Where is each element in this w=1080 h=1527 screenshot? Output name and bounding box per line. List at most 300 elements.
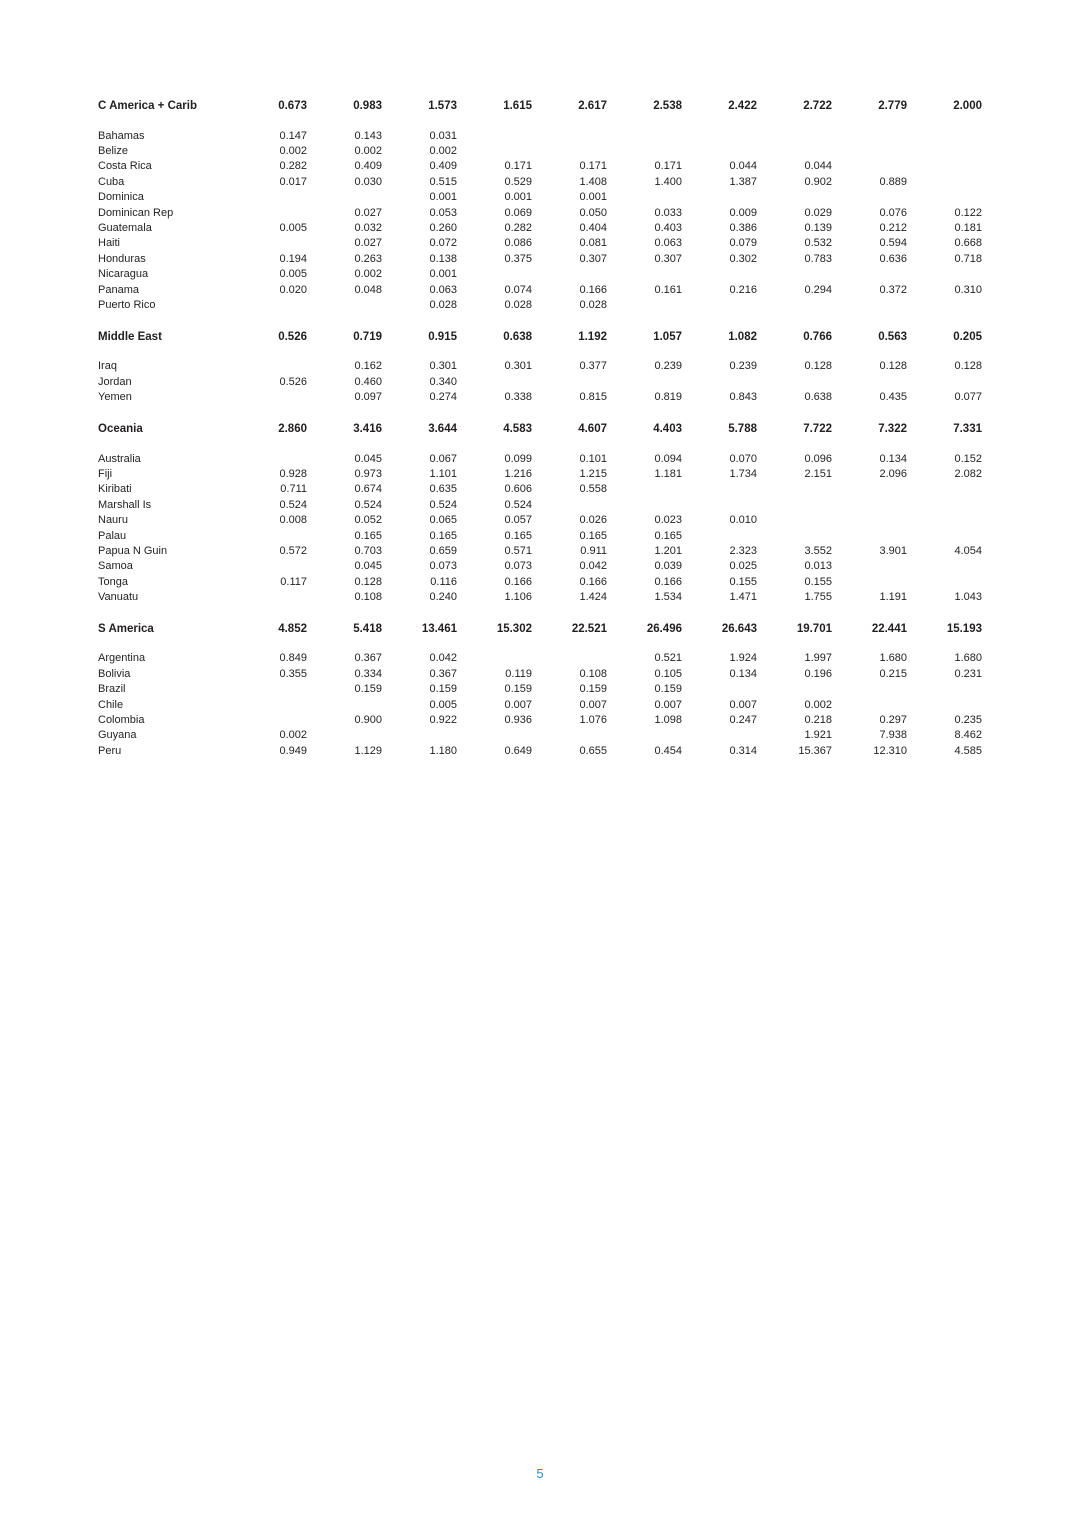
country-row-value: 0.435 xyxy=(879,391,907,404)
country-row-value: 8.462 xyxy=(954,729,982,742)
country-row-name: Marshall Is xyxy=(98,498,152,511)
country-row-value: 0.005 xyxy=(279,268,307,281)
country-row-value: 0.526 xyxy=(279,375,307,388)
region-total-row-value: 4.852 xyxy=(278,622,307,635)
country-row-value: 0.067 xyxy=(429,452,457,465)
country-row-value: 0.532 xyxy=(804,237,832,250)
country-row-value: 0.031 xyxy=(429,129,457,142)
country-row-value: 0.122 xyxy=(954,206,982,219)
country-row-value: 0.045 xyxy=(354,560,382,573)
region-total-row-value: 2.538 xyxy=(653,100,682,112)
country-row xyxy=(98,589,982,604)
country-row-value: 0.052 xyxy=(354,514,382,527)
country-row-value: 0.002 xyxy=(354,268,382,281)
country-row-value: 0.029 xyxy=(804,206,832,219)
country-row-value: 0.218 xyxy=(804,714,832,727)
country-row-value: 0.079 xyxy=(729,237,757,250)
country-row-value: 0.072 xyxy=(429,237,457,250)
country-row-value: 0.375 xyxy=(504,252,532,265)
country-row-value: 0.166 xyxy=(579,283,607,296)
country-row-value: 0.282 xyxy=(279,160,307,173)
country-row-value: 0.143 xyxy=(354,129,382,142)
region-total-row xyxy=(98,620,982,638)
country-row-value: 0.338 xyxy=(504,391,532,404)
country-row-name: Palau xyxy=(98,529,127,542)
country-row-value: 1.129 xyxy=(354,744,382,757)
country-row xyxy=(98,528,982,543)
country-row-value: 0.007 xyxy=(654,698,682,711)
country-row-value: 0.033 xyxy=(654,206,682,219)
country-row-value: 0.108 xyxy=(579,667,607,680)
country-row xyxy=(98,451,982,466)
country-row-value: 0.159 xyxy=(579,683,607,696)
country-row-value: 0.815 xyxy=(579,391,607,404)
country-row-value: 0.105 xyxy=(654,667,682,680)
country-row-value: 3.901 xyxy=(879,544,907,557)
country-row-name: Honduras xyxy=(98,252,146,265)
country-row-value: 0.594 xyxy=(879,237,907,250)
country-row-value: 0.165 xyxy=(504,529,532,542)
region-total-row-value: 2.779 xyxy=(878,100,907,112)
country-row-name: Dominica xyxy=(98,191,144,204)
region-section xyxy=(98,420,982,605)
country-row-value: 0.196 xyxy=(804,667,832,680)
country-row-value: 0.314 xyxy=(729,744,757,757)
country-row-value: 0.231 xyxy=(954,667,982,680)
country-row-value: 0.128 xyxy=(879,360,907,373)
country-row-name: Costa Rica xyxy=(98,160,152,173)
country-row-value: 1.201 xyxy=(654,544,682,557)
region-total-row-value: 5.788 xyxy=(728,422,757,435)
country-row-value: 0.032 xyxy=(354,222,382,235)
country-row-value: 2.096 xyxy=(879,467,907,480)
country-row-value: 0.263 xyxy=(354,252,382,265)
country-row-value: 0.044 xyxy=(804,160,832,173)
country-row-value: 1.755 xyxy=(804,591,832,604)
country-row-value: 0.007 xyxy=(729,698,757,711)
region-total-row-value: 7.322 xyxy=(878,422,907,435)
country-row-value: 0.028 xyxy=(504,298,532,311)
country-row-value: 0.138 xyxy=(429,252,457,265)
country-row-value: 0.044 xyxy=(729,160,757,173)
country-row-value: 0.849 xyxy=(279,652,307,665)
region-total-row-value: 15.193 xyxy=(946,622,982,635)
country-row-value: 0.409 xyxy=(354,160,382,173)
region-total-row-value: 0.719 xyxy=(353,330,382,343)
country-row-value: 0.017 xyxy=(279,175,307,188)
region-total-row-value: 0.673 xyxy=(278,100,307,112)
country-row-value: 1.098 xyxy=(654,714,682,727)
country-row xyxy=(98,174,982,189)
country-row-value: 1.101 xyxy=(429,467,457,480)
country-row-value: 0.159 xyxy=(654,683,682,696)
country-row xyxy=(98,651,982,666)
country-row-value: 0.524 xyxy=(504,498,532,511)
country-row-value: 0.002 xyxy=(429,145,457,158)
country-row-value: 1.424 xyxy=(579,591,607,604)
region-total-row xyxy=(98,328,982,346)
country-row-value: 0.119 xyxy=(505,667,532,680)
country-row-value: 0.928 xyxy=(279,467,307,480)
country-row-value: 0.340 xyxy=(429,375,457,388)
region-total-row-value: 13.461 xyxy=(421,622,457,635)
country-row-value: 0.013 xyxy=(804,560,832,573)
country-row-value: 0.171 xyxy=(579,160,607,173)
region-total-row-value: 0.205 xyxy=(953,330,982,343)
country-row-value: 0.007 xyxy=(504,698,532,711)
country-row xyxy=(98,574,982,589)
country-row-value: 0.355 xyxy=(279,667,307,680)
country-row-value: 0.001 xyxy=(579,191,607,204)
country-row-value: 0.454 xyxy=(654,744,682,757)
country-row-value: 0.020 xyxy=(279,283,307,296)
country-row-value: 0.166 xyxy=(504,575,532,588)
country-row-value: 0.171 xyxy=(504,160,532,173)
country-row-value: 0.057 xyxy=(504,514,532,527)
country-row-value: 0.911 xyxy=(580,544,607,557)
country-row-name: Australia xyxy=(98,452,141,465)
country-row xyxy=(98,359,982,374)
country-row-value: 0.081 xyxy=(579,237,607,250)
country-row-value: 0.194 xyxy=(279,252,307,265)
page-number: 5 xyxy=(536,1466,544,1481)
country-row-value: 0.900 xyxy=(354,714,382,727)
country-row-value: 0.073 xyxy=(429,560,457,573)
country-row-value: 1.680 xyxy=(954,652,982,665)
region-total-row-value: 0.563 xyxy=(878,330,907,343)
country-row-value: 12.310 xyxy=(873,744,907,757)
country-row-value: 0.096 xyxy=(804,452,832,465)
country-row-value: 0.073 xyxy=(504,560,532,573)
country-row-value: 0.076 xyxy=(879,206,907,219)
country-row-value: 4.054 xyxy=(954,544,982,557)
country-row xyxy=(98,728,982,743)
country-row-value: 0.116 xyxy=(430,575,457,588)
country-row-value: 1.534 xyxy=(654,591,682,604)
country-row-value: 1.400 xyxy=(654,175,682,188)
region-section xyxy=(98,97,982,313)
country-row-value: 0.572 xyxy=(279,544,307,557)
country-row xyxy=(98,497,982,512)
country-row-value: 0.139 xyxy=(804,222,832,235)
country-row-value: 0.159 xyxy=(354,683,382,696)
country-row-value: 0.166 xyxy=(654,575,682,588)
country-row-value: 0.282 xyxy=(504,222,532,235)
country-row-value: 0.069 xyxy=(504,206,532,219)
country-row-value: 0.922 xyxy=(429,714,457,727)
country-row-value: 0.297 xyxy=(879,714,907,727)
country-row-value: 0.372 xyxy=(879,283,907,296)
country-row-name: Haiti xyxy=(98,237,121,250)
country-row-value: 0.638 xyxy=(804,391,832,404)
country-row xyxy=(98,543,982,558)
country-row-value: 0.260 xyxy=(429,222,457,235)
country-row-name: Fiji xyxy=(98,467,113,480)
country-row-value: 0.307 xyxy=(579,252,607,265)
country-row-value: 0.235 xyxy=(954,714,982,727)
country-row-value: 0.063 xyxy=(654,237,682,250)
country-row-value: 0.002 xyxy=(279,729,307,742)
country-row-value: 0.155 xyxy=(729,575,757,588)
country-row-value: 0.274 xyxy=(429,391,457,404)
country-row-name: Jordan xyxy=(98,375,132,388)
country-row-value: 0.649 xyxy=(504,744,532,757)
country-row-value: 0.008 xyxy=(279,514,307,527)
country-row-value: 1.216 xyxy=(504,467,532,480)
country-row-value: 1.680 xyxy=(879,652,907,665)
country-row-value: 1.924 xyxy=(729,652,757,665)
country-row-name: Puerto Rico xyxy=(98,298,156,311)
country-row-value: 0.162 xyxy=(354,360,382,373)
country-row-value: 0.711 xyxy=(280,483,307,496)
country-row-value: 0.571 xyxy=(504,544,532,557)
country-row-value: 0.045 xyxy=(354,452,382,465)
country-row-value: 0.674 xyxy=(354,483,382,496)
country-row-value: 0.099 xyxy=(504,452,532,465)
country-row-value: 3.552 xyxy=(804,544,832,557)
country-row-value: 0.703 xyxy=(354,544,382,557)
country-row-value: 0.165 xyxy=(654,529,682,542)
region-total-row-value: 2.000 xyxy=(953,100,982,112)
region-total-row-name: Middle East xyxy=(98,330,162,343)
region-total-row-value: 2.860 xyxy=(278,422,307,435)
country-row-name: Iraq xyxy=(98,360,117,373)
country-row-value: 0.166 xyxy=(579,575,607,588)
country-row-value: 1.106 xyxy=(504,591,532,604)
country-row-value: 0.367 xyxy=(354,652,382,665)
country-row-name: Nicaragua xyxy=(98,268,149,281)
country-row-name: Bahamas xyxy=(98,129,145,142)
country-row-name: Peru xyxy=(98,744,122,757)
country-row-value: 0.404 xyxy=(579,222,607,235)
country-row-value: 1.921 xyxy=(804,729,832,742)
country-row-value: 0.181 xyxy=(954,222,982,235)
country-row-value: 0.065 xyxy=(429,514,457,527)
country-row-name: Cuba xyxy=(98,175,125,188)
country-row xyxy=(98,159,982,174)
country-row-value: 0.240 xyxy=(429,591,457,604)
region-total-row-value: 26.496 xyxy=(646,622,682,635)
country-row xyxy=(98,374,982,389)
country-row-value: 0.902 xyxy=(804,175,832,188)
country-row-name: Tonga xyxy=(98,575,128,588)
country-row-value: 0.161 xyxy=(654,283,682,296)
country-row-value: 0.655 xyxy=(579,744,607,757)
region-total-row-value: 0.766 xyxy=(803,330,832,343)
region-total-row-value: 0.638 xyxy=(503,330,532,343)
country-row-value: 0.165 xyxy=(354,529,382,542)
country-row-value: 0.529 xyxy=(504,175,532,188)
region-total-row-name: S America xyxy=(98,622,154,635)
region-total-row-value: 1.615 xyxy=(503,100,532,112)
country-row-value: 0.783 xyxy=(804,252,832,265)
region-section xyxy=(98,328,982,405)
region-total-row xyxy=(98,97,982,115)
country-row-value: 0.025 xyxy=(729,560,757,573)
country-row-value: 0.409 xyxy=(429,160,457,173)
country-row-value: 0.524 xyxy=(279,498,307,511)
region-total-row-value: 3.644 xyxy=(428,422,457,435)
country-row xyxy=(98,220,982,235)
country-row-value: 0.086 xyxy=(504,237,532,250)
country-row-value: 0.070 xyxy=(729,452,757,465)
country-row-value: 0.386 xyxy=(729,222,757,235)
country-row-value: 0.128 xyxy=(804,360,832,373)
country-row xyxy=(98,559,982,574)
country-row xyxy=(98,697,982,712)
country-row xyxy=(98,267,982,282)
region-total-row-value: 3.416 xyxy=(353,422,382,435)
country-row-value: 0.301 xyxy=(504,360,532,373)
country-row-value: 0.515 xyxy=(429,175,457,188)
region-total-row-value: 26.643 xyxy=(721,622,757,635)
country-row-value: 0.002 xyxy=(354,145,382,158)
country-row-value: 1.043 xyxy=(954,591,982,604)
country-row-value: 0.668 xyxy=(954,237,982,250)
region-total-row-value: 7.722 xyxy=(803,422,832,435)
country-row-value: 0.310 xyxy=(954,283,982,296)
country-row-value: 1.387 xyxy=(729,175,757,188)
country-row-name: Samoa xyxy=(98,560,133,573)
country-row-value: 0.302 xyxy=(729,252,757,265)
country-row-value: 0.212 xyxy=(879,222,907,235)
region-total-row-value: 4.583 xyxy=(503,422,532,435)
country-row xyxy=(98,682,982,697)
region-total-row-value: 1.082 xyxy=(728,330,757,343)
country-row-value: 0.117 xyxy=(280,575,307,588)
country-row-value: 15.367 xyxy=(798,744,832,757)
region-section xyxy=(98,620,982,759)
country-row-value: 0.155 xyxy=(804,575,832,588)
country-row-value: 0.108 xyxy=(354,591,382,604)
country-row-value: 0.949 xyxy=(279,744,307,757)
country-row-name: Kiribati xyxy=(98,483,132,496)
country-row-value: 0.239 xyxy=(654,360,682,373)
country-row-value: 0.026 xyxy=(579,514,607,527)
country-row-value: 0.042 xyxy=(579,560,607,573)
country-row-value: 2.151 xyxy=(804,467,832,480)
country-row-value: 0.074 xyxy=(504,283,532,296)
country-row-value: 1.181 xyxy=(654,467,682,480)
region-total-row xyxy=(98,420,982,438)
country-row-value: 0.001 xyxy=(429,268,457,281)
country-row xyxy=(98,205,982,220)
country-row-value: 0.936 xyxy=(504,714,532,727)
region-total-row-value: 0.983 xyxy=(353,100,382,112)
region-total-row-name: C America + Carib xyxy=(98,100,197,112)
country-row-name: Yemen xyxy=(98,391,132,404)
country-row-value: 0.165 xyxy=(579,529,607,542)
region-total-row-value: 2.722 xyxy=(803,100,832,112)
country-row-value: 0.558 xyxy=(579,483,607,496)
country-row-name: Belize xyxy=(98,145,128,158)
region-total-row-name: Oceania xyxy=(98,422,143,435)
country-row-value: 0.101 xyxy=(579,452,607,465)
country-row-value: 0.301 xyxy=(429,360,457,373)
region-total-row-value: 4.403 xyxy=(653,422,682,435)
country-row-value: 0.027 xyxy=(354,237,382,250)
country-row-value: 0.002 xyxy=(279,145,307,158)
country-row-value: 0.001 xyxy=(429,191,457,204)
country-row-value: 0.023 xyxy=(654,514,682,527)
country-row-value: 0.334 xyxy=(354,667,382,680)
country-row-value: 0.053 xyxy=(429,206,457,219)
country-row-value: 0.147 xyxy=(279,129,307,142)
country-row-value: 2.323 xyxy=(729,544,757,557)
country-row-name: Nauru xyxy=(98,514,128,527)
country-row-value: 0.215 xyxy=(879,667,907,680)
country-row xyxy=(98,282,982,297)
region-total-row-value: 5.418 xyxy=(353,622,382,635)
country-row-name: Argentina xyxy=(98,652,146,665)
region-total-row-value: 0.526 xyxy=(278,330,307,343)
region-total-row-value: 4.607 xyxy=(578,422,607,435)
country-row xyxy=(98,389,982,404)
region-total-row-value: 22.441 xyxy=(871,622,907,635)
country-row-value: 0.039 xyxy=(654,560,682,573)
country-row-value: 0.403 xyxy=(654,222,682,235)
region-total-row-value: 1.192 xyxy=(578,330,607,343)
country-row-name: Papua N Guin xyxy=(98,544,168,557)
country-row-value: 0.048 xyxy=(354,283,382,296)
country-row-value: 0.636 xyxy=(879,252,907,265)
country-row-value: 0.718 xyxy=(954,252,982,265)
country-row-value: 0.002 xyxy=(804,698,832,711)
country-row-value: 0.094 xyxy=(654,452,682,465)
country-row xyxy=(98,236,982,251)
country-row-value: 0.128 xyxy=(954,360,982,373)
country-row-value: 0.152 xyxy=(954,452,982,465)
country-row-value: 0.635 xyxy=(429,483,457,496)
country-row-name: Guatemala xyxy=(98,222,152,235)
country-row-value: 0.028 xyxy=(429,298,457,311)
country-row-value: 0.134 xyxy=(879,452,907,465)
region-total-row-value: 22.521 xyxy=(571,622,607,635)
country-row-value: 0.028 xyxy=(579,298,607,311)
country-row-value: 0.001 xyxy=(504,191,532,204)
country-row xyxy=(98,482,982,497)
country-row-value: 1.076 xyxy=(579,714,607,727)
country-row xyxy=(98,190,982,205)
country-row-value: 0.077 xyxy=(954,391,982,404)
country-row-value: 0.460 xyxy=(354,375,382,388)
country-row xyxy=(98,666,982,681)
country-row-value: 0.239 xyxy=(729,360,757,373)
country-row-value: 0.159 xyxy=(504,683,532,696)
country-row-value: 4.585 xyxy=(954,744,982,757)
country-row-value: 0.377 xyxy=(579,360,607,373)
country-row-value: 0.524 xyxy=(354,498,382,511)
country-row-name: Vanuatu xyxy=(98,591,139,604)
country-row-value: 0.027 xyxy=(354,206,382,219)
country-row xyxy=(98,466,982,481)
region-total-row-value: 0.915 xyxy=(428,330,457,343)
country-row-value: 0.659 xyxy=(429,544,457,557)
country-row-value: 1.408 xyxy=(579,175,607,188)
region-total-row-value: 1.573 xyxy=(428,100,457,112)
country-row-value: 1.734 xyxy=(729,467,757,480)
country-row-name: Bolivia xyxy=(98,667,131,680)
country-row-value: 0.171 xyxy=(654,160,682,173)
country-row-value: 0.005 xyxy=(279,222,307,235)
country-row-value: 0.050 xyxy=(579,206,607,219)
country-row xyxy=(98,128,982,143)
country-row-value: 0.165 xyxy=(429,529,457,542)
country-row-value: 0.042 xyxy=(429,652,457,665)
country-row-name: Chile xyxy=(98,698,124,711)
country-row xyxy=(98,712,982,727)
country-row xyxy=(98,512,982,527)
